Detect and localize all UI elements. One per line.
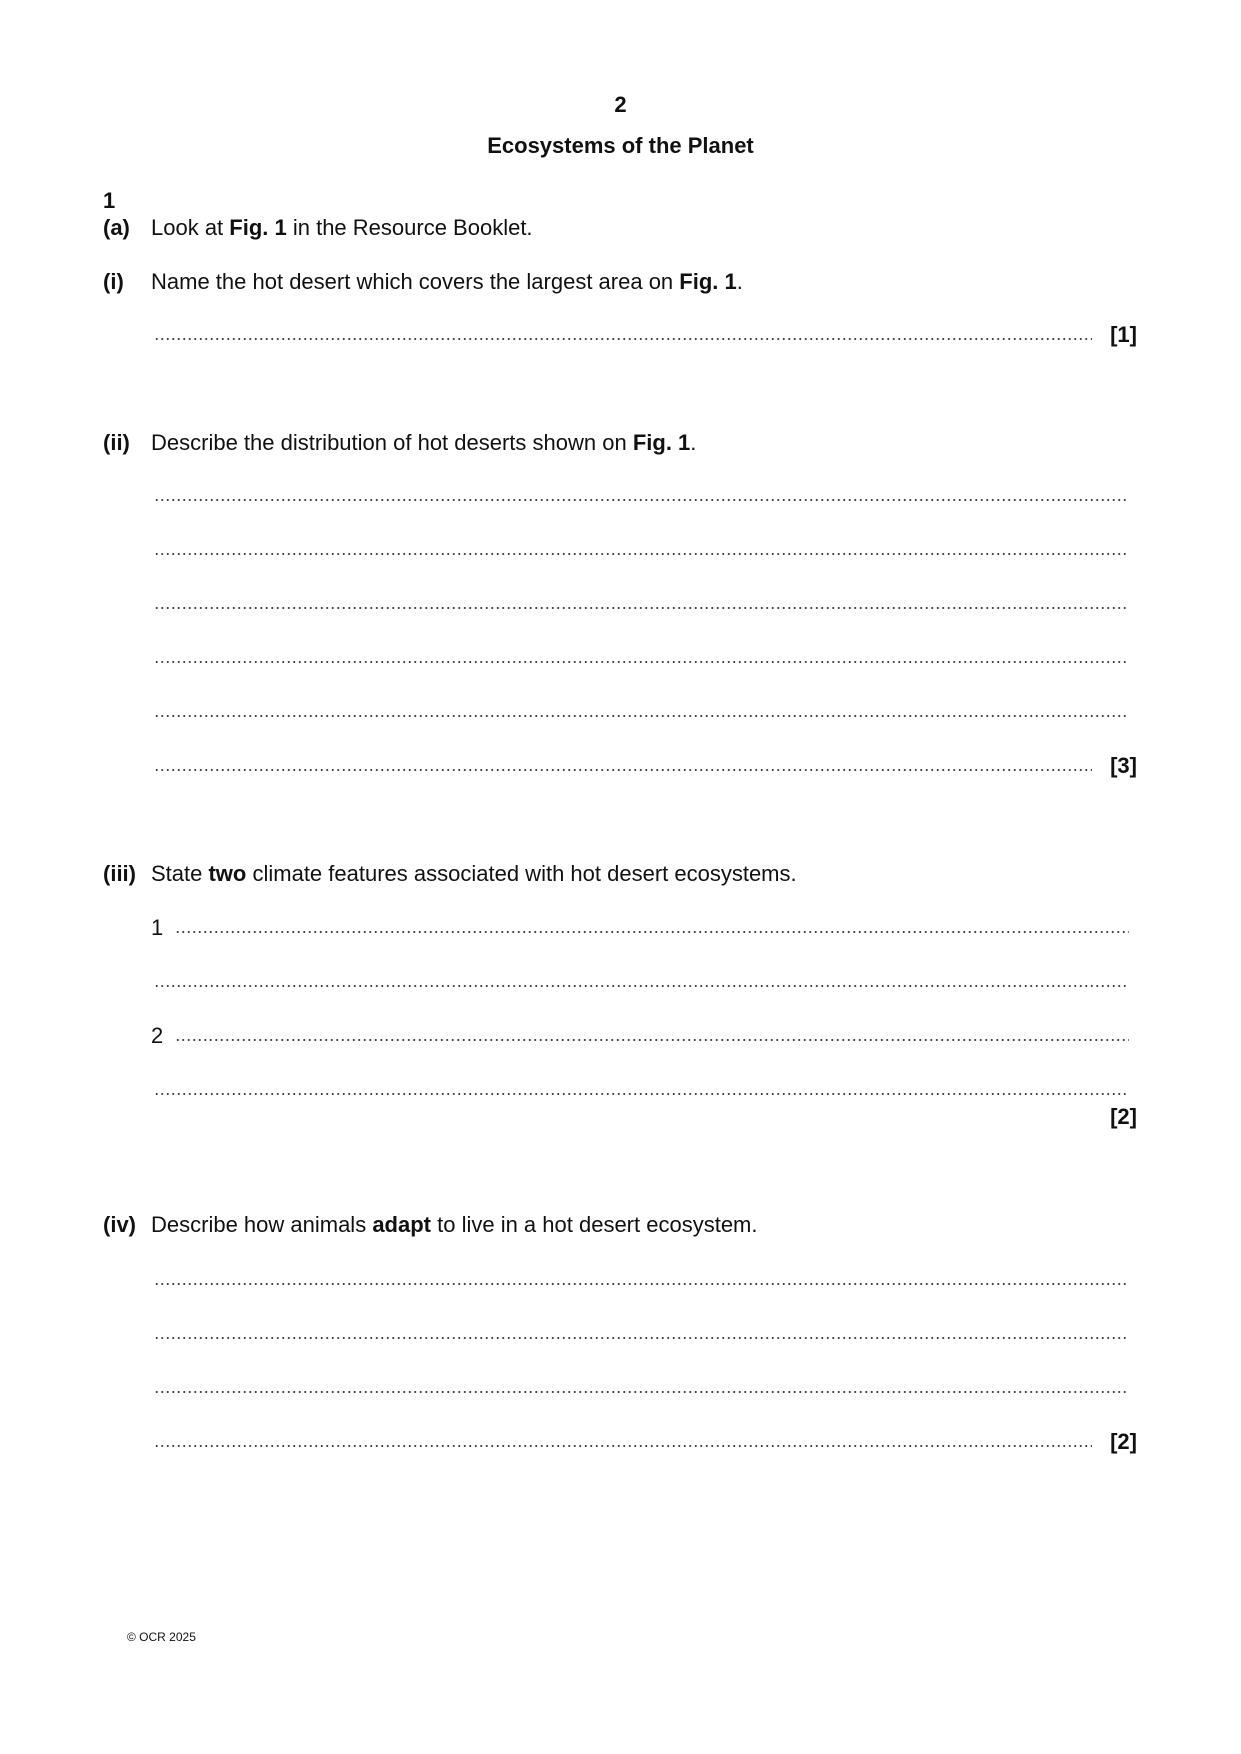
mark-allocation: [3] xyxy=(1110,753,1137,778)
answer-line[interactable] xyxy=(154,984,1129,988)
answer-line[interactable] xyxy=(154,660,1129,664)
answer-line[interactable] xyxy=(154,1444,1092,1448)
sub-iii-label: (iii) xyxy=(103,861,136,886)
sub-iii-text: State two climate features associated with hot desert ecosystems. xyxy=(151,861,797,886)
answer-line[interactable] xyxy=(154,552,1129,556)
answer-line[interactable] xyxy=(154,498,1129,502)
answer-line[interactable] xyxy=(154,1282,1129,1286)
sub-iv-text: Describe how animals adapt to live in a hot desert ecosystem. xyxy=(151,1212,758,1237)
part-a-text: Look at Fig. 1 in the Resource Booklet. xyxy=(151,215,533,240)
sub-i-label: (i) xyxy=(103,269,124,294)
answer-line[interactable] xyxy=(154,768,1092,772)
answer-line[interactable] xyxy=(154,606,1129,610)
answer-line[interactable] xyxy=(154,337,1092,341)
page-number: 2 xyxy=(614,92,627,117)
answer-line[interactable] xyxy=(175,930,1129,934)
question-number: 1 xyxy=(103,188,116,213)
section-title: Ecosystems of the Planet xyxy=(487,133,754,158)
answer-item-1-number: 1 xyxy=(151,915,164,940)
answer-line[interactable] xyxy=(154,714,1129,718)
answer-item-2-number: 2 xyxy=(151,1023,164,1048)
sub-ii-label: (ii) xyxy=(103,430,130,455)
mark-allocation: [2] xyxy=(1110,1104,1137,1129)
answer-line[interactable] xyxy=(154,1092,1129,1096)
sub-iv-label: (iv) xyxy=(103,1212,136,1237)
answer-line[interactable] xyxy=(154,1390,1129,1394)
sub-ii-text: Describe the distribution of hot deserts shown on Fig. 1. xyxy=(151,430,697,455)
answer-line[interactable] xyxy=(154,1336,1129,1340)
part-a-label: (a) xyxy=(103,215,130,240)
answer-line[interactable] xyxy=(175,1038,1129,1042)
mark-allocation: [2] xyxy=(1110,1429,1137,1454)
copyright-footer: © OCR 2025 xyxy=(127,1630,196,1644)
mark-allocation: [1] xyxy=(1110,322,1137,347)
sub-i-text: Name the hot desert which covers the largest area on Fig. 1. xyxy=(151,269,743,294)
